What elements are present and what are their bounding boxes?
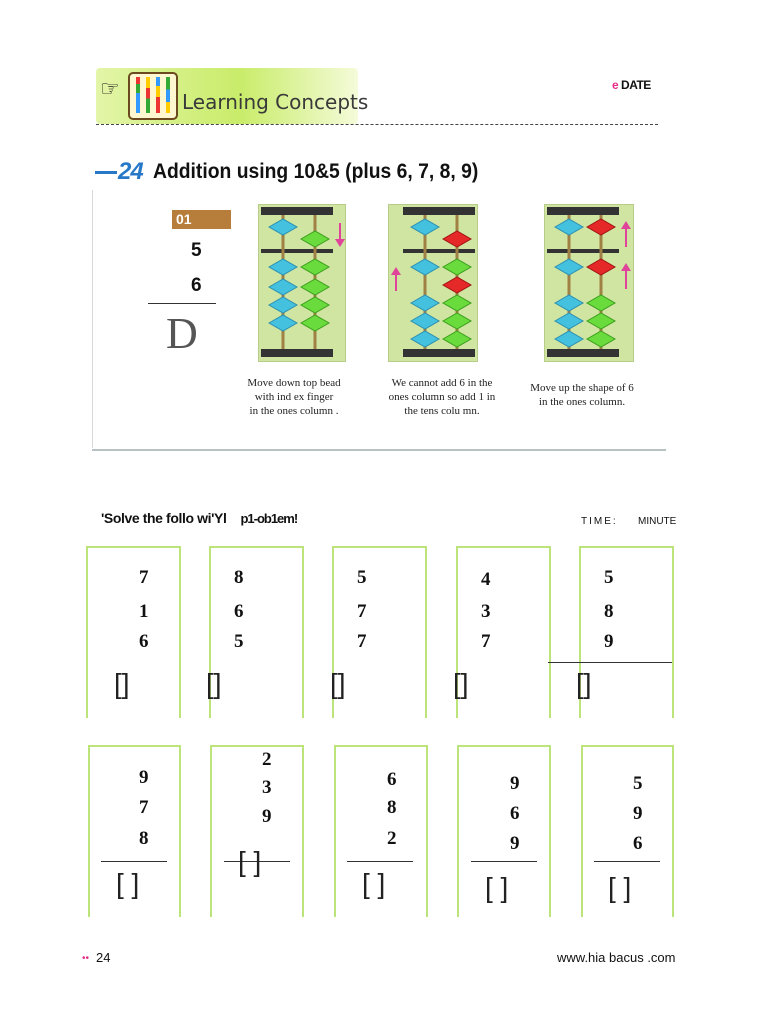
section-bottom-rule	[92, 449, 666, 451]
problem-number: 7	[139, 797, 149, 818]
answer-box[interactable]: []	[576, 668, 592, 699]
problem-number: 5	[234, 631, 244, 652]
footer-dots-icon: ••	[82, 953, 90, 964]
abacus-logo-icon	[128, 72, 178, 120]
abacus-step-3-image	[544, 204, 634, 362]
problem-number: 6	[139, 631, 149, 652]
date-prefix: e	[612, 78, 619, 92]
minute-label: MINUTE	[638, 516, 677, 527]
step-2-caption	[378, 376, 506, 418]
answer-box[interactable]: []	[453, 668, 469, 699]
lesson-number-text: 24	[118, 158, 143, 185]
page-number: 24	[96, 950, 111, 965]
problem-number: 3	[481, 601, 491, 622]
problem-number: 2	[262, 749, 272, 770]
exercise-instruction	[101, 510, 297, 526]
problem-number: 4	[481, 569, 491, 590]
problem-number: 5	[633, 773, 643, 794]
step-1-caption	[234, 376, 354, 418]
problem-card	[86, 546, 181, 718]
abacus-step-1-image	[258, 204, 346, 362]
problem-card	[332, 546, 427, 718]
problem-card	[210, 745, 304, 917]
date-text: DATE	[621, 78, 651, 92]
sum-line	[471, 861, 537, 862]
problem-number: 9	[139, 767, 149, 788]
date-label	[612, 78, 651, 92]
answer-box[interactable]: []	[330, 668, 346, 699]
answer-box[interactable]: []	[114, 668, 130, 699]
banner-title: Learning Concepts	[182, 90, 369, 114]
problem-number: 8	[139, 828, 149, 849]
problem-card	[456, 546, 551, 718]
example-number: 5	[191, 240, 202, 261]
problem-card	[209, 546, 304, 718]
problem-number: 2	[387, 828, 397, 849]
caption-line: Move up the shape of 6	[530, 382, 634, 394]
problem-number: 6	[510, 803, 520, 824]
problem-number: 8	[387, 797, 397, 818]
caption-line: ones column so add 1 in	[388, 391, 496, 403]
problem-number: 6	[234, 601, 244, 622]
answer-box[interactable]: [ ]	[485, 872, 509, 903]
answer-box[interactable]: [ ]	[116, 868, 140, 899]
step-3-caption	[516, 381, 648, 409]
sum-line	[347, 861, 413, 862]
example-badge: 01	[172, 210, 231, 229]
answer-box[interactable]: []	[206, 668, 222, 699]
footer-url: www.hia bacus .com	[557, 950, 676, 965]
header-divider	[96, 124, 658, 125]
problem-number: 9	[604, 631, 614, 652]
caption-line: the tens colu mn.	[404, 405, 480, 417]
example-number: 6	[191, 275, 202, 296]
problem-number: 9	[510, 833, 520, 854]
sum-line	[548, 662, 672, 663]
instruction-text-b: p1-ob1em!	[240, 511, 298, 526]
answer-box[interactable]: [ ]	[608, 872, 632, 903]
sum-line	[594, 861, 660, 862]
problem-number: 6	[633, 833, 643, 854]
problem-number: 8	[604, 601, 614, 622]
answer-box[interactable]: [ ]	[238, 846, 262, 877]
example-sum-line	[148, 303, 216, 304]
caption-line: Move down top bead	[247, 377, 341, 389]
section-left-rule	[92, 190, 93, 448]
abacus-step-2-image	[388, 204, 478, 362]
problem-number: 1	[139, 601, 149, 622]
pointing-hand-icon: ☞	[100, 76, 120, 101]
problem-card	[579, 546, 674, 718]
problem-number: 9	[262, 806, 272, 827]
problem-number: 3	[262, 777, 272, 798]
caption-line: with ind ex finger	[254, 391, 334, 403]
problem-number: 6	[387, 769, 397, 790]
lesson-number	[95, 158, 143, 186]
answer-box[interactable]: [ ]	[362, 868, 386, 899]
lesson-title: Addition using 10&5 (plus 6, 7, 8, 9)	[153, 160, 479, 183]
problem-number: 5	[357, 567, 367, 588]
time-label: TIME:	[581, 516, 618, 527]
problem-number: 7	[357, 631, 367, 652]
caption-line: We cannot add 6 in the	[391, 377, 493, 389]
instruction-text: 'Solve the follo wi'Yl	[101, 510, 227, 526]
problem-number: 9	[510, 773, 520, 794]
problem-number: 7	[357, 601, 367, 622]
example-answer: D	[166, 309, 198, 358]
caption-line: in the ones column.	[538, 396, 626, 408]
lesson-number-bar	[95, 171, 117, 174]
caption-line: in the ones column .	[249, 405, 339, 417]
problem-number: 8	[234, 567, 244, 588]
problem-number: 9	[633, 803, 643, 824]
problem-number: 7	[139, 567, 149, 588]
problem-number: 7	[481, 631, 491, 652]
problem-number: 5	[604, 567, 614, 588]
sum-line	[101, 861, 167, 862]
